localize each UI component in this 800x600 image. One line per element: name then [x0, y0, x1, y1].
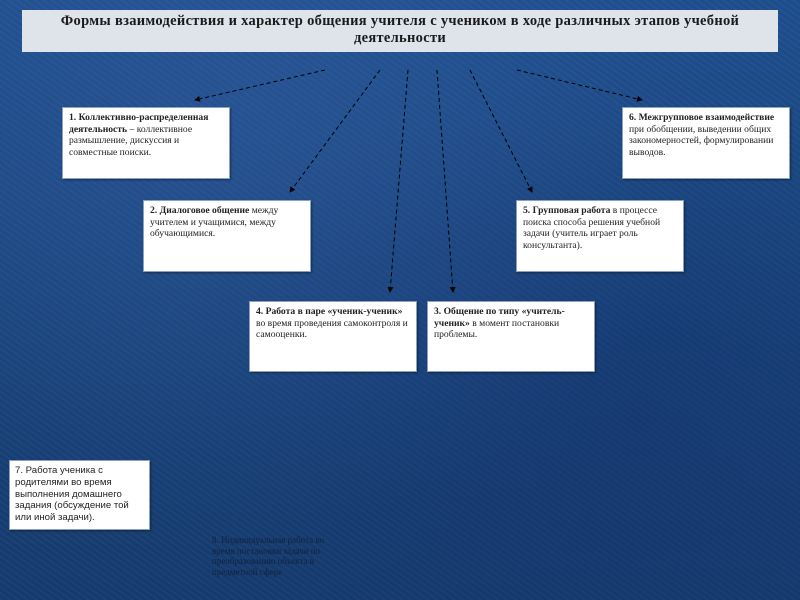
arrow-to-box-4: [390, 70, 408, 292]
box-1-heading: 1. Коллективно-распределенная деятельность: [69, 112, 209, 135]
arrow-to-box-2: [290, 70, 380, 192]
arrow-to-box-1: [195, 70, 325, 100]
box-3-teacher-student: [427, 301, 595, 372]
box-6-heading: 6. Межгрупповое взаимодействие: [629, 112, 775, 123]
box-5-group: [516, 200, 684, 272]
box-2-text: между учителем и учащимися, между обучающимися.: [150, 205, 279, 240]
box-4-pair: [249, 301, 417, 372]
box-5-heading: 5. Групповая работа: [523, 205, 611, 216]
slide-title: Формы взаимодействия и характер общения учителя с учеником в ходе различных этапов учебной деятельности: [22, 10, 778, 52]
box-5-text: в процессе поиска способа решения учебной задачи (учитель играет роль консультанта).: [523, 205, 661, 251]
box-3-heading: 3. Общение по типу «учитель-ученик»: [434, 306, 565, 329]
box-6-text: при обобщении, выведении общих закономерностей, формулировании выводов.: [629, 123, 774, 158]
arrow-to-box-6: [517, 70, 642, 100]
box-3-text: в момент постановки проблемы.: [434, 317, 560, 341]
box-6-intergroup: [622, 107, 790, 179]
box-1-text: – коллективное размышление, дискуссия и совместные поиски.: [69, 123, 193, 158]
box-4-heading: 4. Работа в паре «ученик-ученик»: [256, 306, 403, 317]
box-4-text: во время проведения самоконтроля и самооценки.: [256, 317, 408, 341]
box-7-parents: [9, 460, 150, 530]
box-2-heading: 2. Диалоговое общение: [150, 205, 250, 216]
arrow-to-box-3: [437, 70, 453, 292]
box-8-individual: [212, 535, 342, 585]
box-1-collective: [62, 107, 230, 179]
arrow-to-box-5: [470, 70, 532, 192]
box-2-dialogue: [143, 200, 311, 272]
box-8-text: 8. Индивидуальная работа во время постановки задачи по преобразованию объекта в предметной сфере: [212, 535, 325, 577]
box-7-text: 7. Работа ученика с родителями во время выполнения домашнего задания (обсуждение той или иной задачи).: [15, 465, 129, 524]
